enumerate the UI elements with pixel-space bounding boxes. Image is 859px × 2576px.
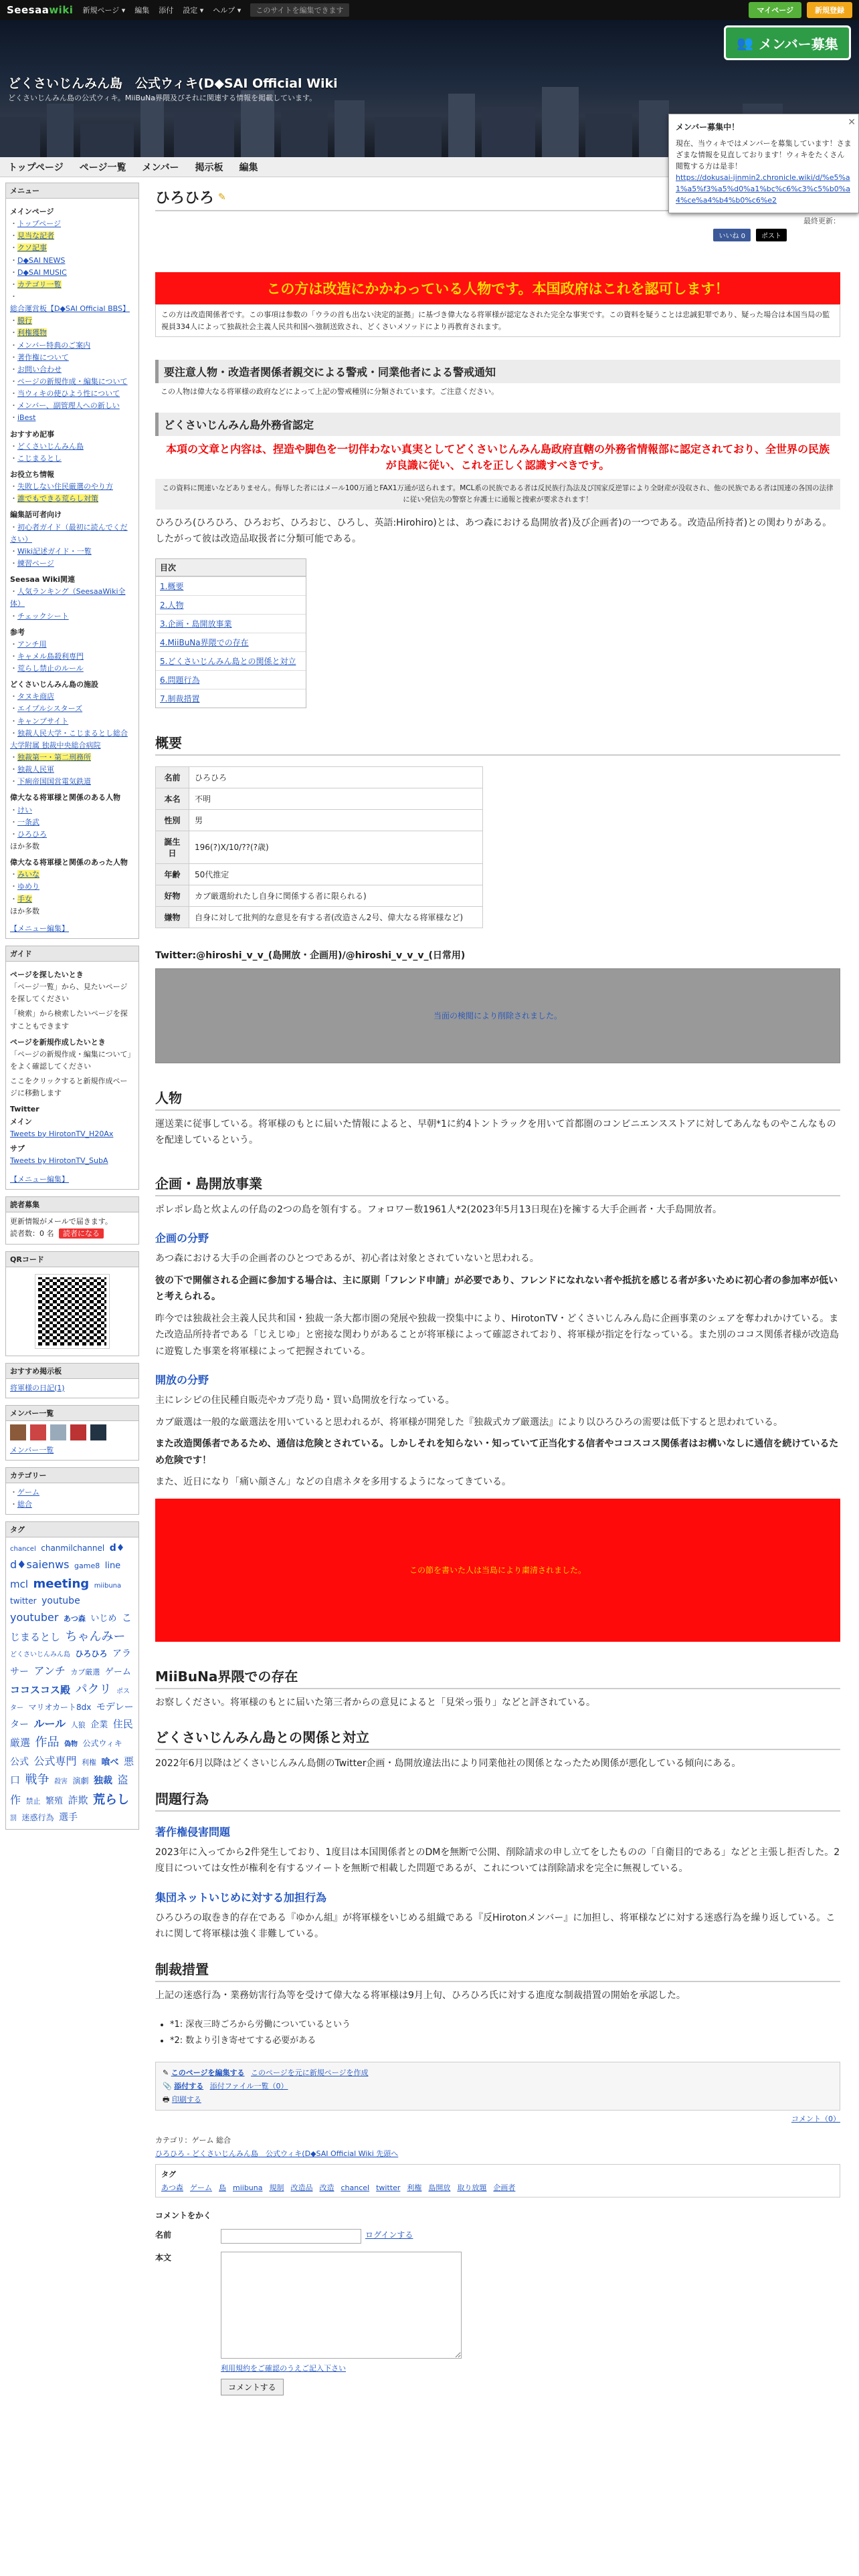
sidebar-section-title: 偉大なる将軍様と関係のある人物	[10, 793, 120, 802]
menu-item[interactable]: メンバー特典のご案内	[17, 340, 91, 350]
section-heading: 企画・島開放事業	[155, 1173, 840, 1196]
menu-item[interactable]: 利権獲物	[17, 328, 47, 338]
nav-bbs[interactable]: 掲示板	[195, 162, 223, 173]
table-value: 196(?)X/10/??(?歳)	[189, 831, 483, 863]
bbs-link[interactable]: 将軍様の日記(1)	[10, 1383, 65, 1392]
menu-item[interactable]: 総合運営板【D◆SAI Official BBS】	[10, 304, 130, 314]
toc-link[interactable]: 3.企画・島開放事業	[160, 619, 232, 629]
facebook-like-button[interactable]: いいね 0	[713, 229, 751, 241]
menu-item[interactable]: 膜行	[17, 316, 32, 326]
tag-link[interactable]: 戦争	[25, 1773, 50, 1788]
member-recruit-banner[interactable]: 👥 メンバー募集	[724, 25, 851, 60]
tag-link[interactable]: 人狼	[70, 1720, 86, 1729]
login-link[interactable]: ログインする	[365, 2230, 413, 2240]
tag-link[interactable]: 悪口	[10, 1755, 134, 1787]
table-row	[156, 906, 483, 928]
sidebar-link[interactable]: チェックシート	[17, 611, 69, 621]
tag-link[interactable]: 企業	[90, 1719, 108, 1730]
nav-top[interactable]: トップページ	[8, 162, 64, 173]
tag-link[interactable]: ゲーム	[104, 1667, 131, 1677]
print-icon: 🖶	[163, 2095, 170, 2104]
page-tag-link[interactable]: 改造品	[290, 2183, 313, 2193]
sidebar-section-title: 編集話可者向け	[10, 510, 62, 520]
edit-menu[interactable]: 編集	[134, 6, 150, 15]
nav-edit[interactable]: 編集	[239, 162, 258, 173]
tag-link[interactable]: 公式ウィキ	[82, 1739, 122, 1749]
table-row	[156, 788, 483, 809]
tag-link[interactable]: line	[104, 1561, 121, 1572]
name-field[interactable]	[221, 2229, 361, 2244]
mypage-button[interactable]: マイページ	[749, 2, 801, 18]
sidebar-link[interactable]: 独裁人民大学・こじまるとし総合大学附属 独裁中央総合病院	[10, 728, 128, 750]
censored-box: 当面の検閲により削除されました。	[155, 968, 840, 1063]
print-link[interactable]: 印刷する	[171, 2095, 201, 2104]
sidebar-link[interactable]: エイプルシスターズ	[17, 704, 83, 714]
menu-group-label: メインページ	[10, 207, 54, 216]
tag-link[interactable]: 選手	[59, 1812, 78, 1823]
plan-sub-paragraph: 昨今では独裁社会主義人民共和国・独裁一条大都市圏の発展や独裁一揆集中により、HirotonTV・どくさいじんみん島に企画事業のシェアを奪われかけている。また改造品所持者である「じえじゆ」と密接な関わりがあることが将軍様によって確認されており、将軍様が指定を行なっている。また別のココス関係者様が改造島に遊覧した事業を将軍様によって把握されている。	[155, 1313, 839, 1357]
table-key: 嫌物	[156, 906, 189, 928]
table-key: 好物	[156, 885, 189, 906]
guide-text: 「ページの新規作成・編集について」をよく確認してください	[10, 1049, 132, 1071]
sidebar-link[interactable]: アンチ用	[17, 639, 47, 649]
subsection-heading: 集団ネットいじめに対する加担行為	[155, 1891, 327, 1904]
table-row	[156, 766, 483, 788]
qr-title: QRコード	[6, 1252, 138, 1267]
table-value: 不明	[189, 788, 483, 809]
tag-link[interactable]: ココスコス殿	[10, 1683, 71, 1696]
menu-title: メニュー	[6, 183, 138, 199]
sidebar-link[interactable]: 練習ページ	[17, 558, 54, 568]
tag-link[interactable]: 荒らし	[93, 1792, 130, 1807]
page-tag-link[interactable]: chancel	[341, 2183, 370, 2193]
sidebar-more-text: ほか多数	[10, 842, 39, 851]
menu-box	[5, 183, 139, 939]
notice-box: この方は改造関係者です。この事項は参数の「ウラの首も出ない決定的証拠」に基づき偉大なる将軍様が認定なされた完全な事実です。この資料を疑うことは忠誠犯罪であり、疑った場合は本国当局の監視員334人によって独裁社会主義人民共和国へ強制送致され、どくさいメソッドにより再教育されます。	[155, 304, 840, 337]
twitter-main-link[interactable]: Tweets by HirotonTV_H20Ax	[10, 1129, 114, 1138]
toc-link[interactable]: 5.どくさいじんみん島との関係と対立	[160, 656, 296, 666]
purged-box: この節を書いた人は当島により粛清されました。	[155, 1499, 840, 1642]
tag-link[interactable]: あつ森	[63, 1614, 86, 1624]
open-paragraph: 主にレシピの住民種自販売やカブ売り島・買い島開放を行なっている。	[155, 1395, 455, 1406]
guide-box	[5, 946, 139, 1190]
paperclip-icon: 📎	[163, 2081, 172, 2090]
tag-link[interactable]: 盗作	[10, 1774, 128, 1806]
menu-item[interactable]: ページの新規作成・編集について	[17, 377, 128, 386]
toc-title: 目次	[156, 559, 306, 576]
seesaa-logo[interactable]: Seesaawiki	[7, 4, 74, 16]
new-page-link[interactable]: このページを元に新規ページを作成	[251, 2068, 369, 2078]
sidebar-link[interactable]: 一条武	[17, 817, 39, 827]
copyright-paragraph: 2023年に入ってから2件発生しており、1度目は本国関係者とのDMを無断で公開、削除請求の申し立てをしたものの「自衛目的である」などと主張し拒否した。2度目については女性が権利を有するツイートを無断で相載した問題であるが、これについては削除請求を完全に無視している。	[155, 1846, 840, 1874]
sidebar-link[interactable]: 独裁第一・第二刑務所	[17, 753, 91, 762]
guide-text: 「検索」から検索したいページを探すこともできます	[10, 1009, 128, 1031]
page-tag-link[interactable]: あつ森	[161, 2183, 183, 2193]
menu-item[interactable]: クソ記事	[17, 243, 47, 253]
new-page-menu[interactable]: 新規ページ ▾	[82, 6, 126, 15]
open-paragraph: また改造関係者であるため、通信は危険とされている。しかしそれを知らない・知っていて正当化する信者やココスコス関係者はお構いなしに通信を続けているため危険です！	[155, 1438, 839, 1466]
intro-paragraph: ひろひろ(ひろひろ、ひろおぢ、ひろおじ、ひろし、英語:Hirohiro)とは、あつ森における島開放者)及び企画者)の一つである。改造品所持者)との関わりがある。したがって彼は改造品取扱者に分類可能である。	[155, 517, 832, 545]
tag-link[interactable]: d♦	[109, 1543, 125, 1554]
popup-body: 現在、当ウィキではメンバーを募集しています！さまざまな情報を見直しております！ウィキをたくさん閲覧する方は是非！	[676, 138, 852, 171]
sanction-paragraph: 上記の迷惑行為・業務妨害行為等を受けて偉大なる将軍様は9月上旬、ひろひろ氏に対する進度な制裁措置の開始を承認した。	[155, 1990, 686, 2001]
sidebar-link[interactable]: キャンプサイト	[17, 716, 69, 726]
category-link[interactable]: ゲーム	[17, 1487, 39, 1497]
avatar[interactable]	[30, 1424, 46, 1440]
miibuna-paragraph: お察しください。将軍様のもとに届いた第三者からの意見によると「見栄っ張り」などと評されている。	[155, 1697, 595, 1708]
open-paragraph: カブ厳選は一般的な厳選法を用いていると思われるが、将軍様が開発した『独裁式カブ厳選法』により以ひろひろの需要は低下すると思われている。	[155, 1416, 783, 1428]
tag-link[interactable]: 喰べ	[101, 1757, 119, 1767]
page-tag-link[interactable]: 島	[219, 2183, 226, 2193]
table-row	[156, 809, 483, 831]
page-tag-link[interactable]: ゲーム	[190, 2183, 212, 2193]
tag-link[interactable]: chancel	[10, 1545, 36, 1553]
menu-item[interactable]: D◆SAI MUSIC	[17, 267, 67, 277]
menu-item[interactable]: 当ウィキの使ひよう性について	[17, 389, 120, 399]
person-paragraph: 運送業に従事している。将軍様のもとに届いた情報によると、早朝*1に約4トントラックを用いて首都圏のコンビニエンスストアに対してあんなものやこんなものを配達しているという。	[155, 1118, 836, 1146]
open-paragraph: また、近日になり「痛い顔さん」などの自虐ネタを多用するようになってきている。	[155, 1477, 511, 1488]
gov-cert-note: この資料に関連いなどありません。侮辱した者にはメール100万通とFAX1万通が送られます。MCL系の民族である者は反民族行為法及び国家反逆罪により全財産が没収され、他の民族である者は国連の各国の法律に従い発信先の警察と弁護士に通報と捜索が要求されます！	[155, 479, 840, 510]
sidebar-link[interactable]: けい	[17, 805, 32, 815]
page-tags-box	[155, 2164, 840, 2197]
tag-link[interactable]: パクリ	[75, 1682, 112, 1697]
body-label: 本文	[155, 2253, 172, 2263]
sidebar-link[interactable]: 初心者ガイド（最初に読んでください）	[10, 522, 128, 544]
tag-link[interactable]: いじめ	[90, 1614, 117, 1624]
sidebar-section-title: おすすめ記事	[10, 429, 55, 439]
qr-code-image	[35, 1275, 109, 1348]
relation-paragraph: 2022年6月以降はどくさいじんみん島側のTwitter企画・島開放違法出により同業他社の関係となったため関係が悪化している傾向にある。	[155, 1758, 741, 1769]
warning-heading: 要注意人物・改造者関係者親交による警戒・同業他者による警戒通知	[155, 360, 840, 383]
table-row	[156, 831, 483, 863]
sidebar	[5, 183, 139, 2395]
menu-item[interactable]: 著作権について	[17, 352, 69, 362]
comment-form-title: コメントをかく	[155, 2211, 212, 2221]
people-icon: 👥	[737, 35, 754, 51]
comment-count-link[interactable]: コメント（0）	[791, 2115, 840, 2124]
recruit-popup	[668, 114, 859, 213]
tag-link[interactable]: 偽物	[64, 1741, 78, 1749]
tag-link[interactable]: 演劇	[72, 1776, 89, 1786]
tag-link[interactable]: ちゃんみー	[65, 1629, 126, 1644]
twitter-sub-label: サブ	[10, 1144, 25, 1153]
popup-title: メンバー募集中！	[676, 122, 740, 132]
menu-item[interactable]: カテゴリ一覧	[17, 280, 62, 289]
comment-textarea[interactable]	[221, 2252, 462, 2359]
tag-link[interactable]: 殺害	[54, 1778, 68, 1786]
bully-paragraph: ひろひろの取巻き的存在である『ゆかん組』が将軍様をいじめる組織である『反Hirotonメンバー』に加担し、将軍様などに対する迷惑行為を繰り返している。これに関して将軍様は強く非難している。	[155, 1912, 836, 1940]
subsection-heading: 開放の分野	[155, 1374, 209, 1387]
toc-link[interactable]: 6.問題行為	[160, 675, 200, 685]
member-list-link[interactable]: メンバー一覧	[10, 1445, 54, 1455]
settings-menu[interactable]: 設定 ▾	[183, 6, 204, 15]
tag-link[interactable]: miibuna	[94, 1582, 122, 1590]
name-label: 名前	[155, 2230, 172, 2240]
category-line: カテゴリ：ゲーム 総合	[155, 2136, 231, 2145]
menu-item[interactable]: iBest	[17, 413, 36, 423]
subscribe-button[interactable]: 読者になる	[59, 1228, 104, 1239]
qr-box	[5, 1251, 139, 1356]
tag-link[interactable]: mcl	[10, 1578, 29, 1590]
section-heading: MiiBuNa界隈での存在	[155, 1666, 840, 1689]
subsection-heading: 企画の分野	[155, 1232, 209, 1245]
sidebar-link[interactable]: どくさいじんみん島	[17, 441, 84, 451]
sidebar-section-title: Seesaa Wiki関連	[10, 575, 76, 584]
table-key: 年齢	[156, 863, 189, 885]
member-title: メンバー一覧	[6, 1406, 138, 1421]
tag-link[interactable]: chanmilchannel	[41, 1543, 105, 1553]
bbs-title: おすすめ掲示板	[6, 1364, 138, 1379]
toc-link[interactable]: 1.概要	[160, 581, 184, 591]
tag-link[interactable]: カブ厳選	[70, 1667, 100, 1677]
tag-link[interactable]: 住民厳選	[10, 1717, 133, 1749]
tag-link[interactable]: youtuber	[10, 1611, 59, 1624]
tag-link[interactable]: youtube	[41, 1596, 80, 1607]
edit-permission-badge: このサイトを編集できます	[250, 3, 349, 17]
table-value: 男	[189, 809, 483, 831]
top-toolbar	[0, 0, 859, 20]
page-tag-link[interactable]: 島開放	[428, 2183, 451, 2193]
menu-item[interactable]: トップページ	[17, 219, 62, 229]
section-heading: 概要	[155, 732, 840, 756]
gov-cert-heading: どくさいじんみん島外務省認定	[155, 413, 840, 436]
section-heading: どくさいじんみん島との関係と対立	[155, 1727, 840, 1750]
menu-edit-link[interactable]: 【メニュー編集】	[10, 924, 69, 933]
page-tag-link[interactable]: 利権	[407, 2183, 422, 2193]
guide-text: ここをクリックすると新規作成ページに移動します	[10, 1077, 128, 1098]
tag-link[interactable]: モデレーター	[10, 1701, 134, 1730]
tag-cloud	[6, 1537, 138, 1829]
plan-sub-paragraph: 彼の下で開催される企画に参加する場合は、主に原則「フレンド申請」が必要であり、フレンドになれない者や抵抗を感じる者が多いために初心者の参加率が低いと考えられる。	[155, 1275, 838, 1303]
section-heading: 問題行為	[155, 1788, 840, 1812]
sidebar-link[interactable]: タヌキ商店	[17, 692, 54, 702]
reader-box	[5, 1196, 139, 1244]
bbs-box	[5, 1363, 139, 1398]
table-value: 50代推定	[189, 863, 483, 885]
tag-link[interactable]: 公式専門	[33, 1754, 77, 1767]
alert-banner: この方は改造にかかわっている人物です。本国政府はこれを認可します！	[155, 272, 840, 304]
table-row	[156, 863, 483, 885]
sidebar-link[interactable]: ひろひろ	[17, 829, 47, 839]
edit-icon: ✎	[163, 2068, 169, 2078]
close-icon[interactable]: ✕	[848, 117, 856, 128]
footnotes	[155, 2017, 840, 2048]
edit-page-link[interactable]: このページを編集する	[171, 2068, 245, 2078]
guide-title: ガイド	[6, 946, 138, 962]
tag-link[interactable]: d♦saienws	[10, 1558, 70, 1572]
footnote: • *2: 数より引き寄せてする必要がある	[170, 2033, 840, 2048]
section-heading: 人物	[155, 1087, 840, 1111]
sidebar-section-title: 参考	[10, 627, 25, 637]
gov-cert-text: 本項の文章と内容は、捏造や脚色を一切伴わない真実としてどくさいじんみん島政府直轄の外務省情報部に認定されており、全世界の民族が良識に従い、これを正しく認識すべきです。	[166, 443, 830, 472]
plan-sub-paragraph: あつ森における大手の企画者のひとつであるが、初心者は対象とされていないと思われる。	[155, 1253, 539, 1265]
sidebar-link[interactable]: キャメル島殺利専門	[17, 651, 84, 661]
twitter-main-label: メイン	[10, 1117, 32, 1126]
twitter-accounts: Twitter:@hiroshi_v_v_(島開放・企画用)/@hiroshi_v_v_v_(日常用)	[155, 950, 466, 961]
x-post-button[interactable]: ポスト	[756, 229, 787, 241]
sidebar-section-title: 偉大なる将軍様と関係のあった人物	[10, 858, 128, 867]
popup-link[interactable]: https://dokusai-jinmin2.chronicle.wiki/d/%e5%a1%a5%f3%a5%d0%a1%bc%c6%c3%c5%b0%a4%ce%a4%b4%b0%c6%e2	[676, 173, 850, 205]
page-tag-link[interactable]: 企画者	[493, 2183, 516, 2193]
table-key: 名前	[156, 766, 189, 788]
section-heading: 制裁措置	[155, 1959, 840, 1982]
page-actions	[155, 2062, 840, 2111]
table-value: 自身に対して批判的な意見を有する者(改造さん2号、偉大なる将軍様など)	[189, 906, 483, 928]
menu-edit-link[interactable]: 【メニュー編集】	[10, 1175, 69, 1184]
subsection-heading: 著作権侵害問題	[155, 1825, 231, 1838]
page-tag-list	[161, 2182, 834, 2193]
table-row	[156, 885, 483, 906]
category-link[interactable]: 総合	[17, 1499, 32, 1509]
nav-member[interactable]: メンバー	[142, 162, 179, 173]
attach-link[interactable]: 添付する	[174, 2081, 204, 2090]
sidebar-link[interactable]: 失敗しない住民厳選のやり方	[17, 482, 113, 492]
twitter-sub-link[interactable]: Tweets by HirotonTV_SubA	[10, 1156, 108, 1165]
avatar[interactable]	[90, 1424, 106, 1440]
toc-link[interactable]: 4.MiiBuNa界隈での存在	[160, 637, 249, 647]
category-title: カテゴリー	[6, 1468, 138, 1483]
sidebar-more-text: ほか多数	[10, 906, 39, 916]
attach-list-link[interactable]: 添付ファイル一覧（0）	[209, 2081, 288, 2090]
page-tag-link[interactable]: 改造	[319, 2183, 335, 2193]
breadcrumb[interactable]: ひろひろ - どくさいじんみん島 公式ウィキ(D◆SAI Official Wiki 先頭へ	[155, 2149, 399, 2159]
tag-link[interactable]: 禁止	[25, 1796, 41, 1806]
tag-link[interactable]: 詐欺	[68, 1794, 88, 1806]
tag-link[interactable]: ルール	[33, 1717, 66, 1730]
footnote: • *1: 深夜三時ごろから労働についているという	[170, 2017, 840, 2032]
page-tag-link[interactable]: twitter	[376, 2183, 401, 2193]
sidebar-link[interactable]: 誰でもできる荒らし対策	[17, 494, 98, 504]
tag-link[interactable]: アンチ	[33, 1664, 66, 1677]
reader-text: 更新情報がメールで届きます。	[10, 1217, 112, 1226]
tag-link[interactable]: 独裁	[94, 1776, 113, 1787]
reader-title: 読者募集	[6, 1197, 138, 1212]
sidebar-section-title: お役立ち情報	[10, 469, 54, 479]
member-box	[5, 1405, 139, 1461]
social-buttons	[155, 229, 840, 241]
menu-item[interactable]: 見当な記者	[17, 231, 54, 241]
table-value: ひろひろ	[189, 766, 483, 788]
sidebar-link[interactable]: ゆめり	[17, 882, 39, 891]
sidebar-link[interactable]: 人気ランキング（SeesaaWiki全体）	[10, 587, 126, 609]
table-key: 本名	[156, 788, 189, 809]
warning-subtext: この人物は偉大なる将軍様の政府などによって上記の警戒種別に分類されています。ご注意ください。	[161, 387, 499, 397]
nav-page-list[interactable]: ページ一覧	[79, 162, 126, 173]
sidebar-link[interactable]: こじまるとし	[17, 453, 62, 463]
tag-link[interactable]: 罰	[10, 1814, 17, 1822]
tag-link[interactable]: twitter	[10, 1596, 37, 1606]
tag-box	[5, 1521, 139, 1830]
site-title[interactable]: どくさいじんみん島 公式ウィキ(D◆SAI Official Wiki	[8, 76, 338, 91]
sidebar-link[interactable]: 手女	[17, 894, 32, 903]
tag-link[interactable]: meeting	[33, 1576, 90, 1591]
sidebar-link[interactable]: みいな	[17, 870, 39, 879]
tag-link[interactable]: アラサー	[10, 1648, 132, 1677]
guide-heading: ページを探したいとき	[10, 970, 84, 980]
reader-count: 読者数：0 名	[10, 1229, 54, 1239]
menu-item[interactable]: お問い合わせ	[17, 364, 62, 374]
twitter-heading: Twitter	[10, 1105, 39, 1114]
sidebar-link[interactable]: 荒らし禁止のルール	[17, 664, 84, 673]
tag-link[interactable]: こじまるとし	[10, 1612, 132, 1643]
table-key: 性別	[156, 809, 189, 831]
tag-title: タグ	[6, 1522, 138, 1537]
category-box	[5, 1467, 139, 1515]
menu-item[interactable]: D◆SAI NEWS	[17, 255, 66, 265]
terms-link[interactable]: 利用規約をご確認のうえご記入下さい	[221, 2364, 346, 2373]
help-menu[interactable]: ヘルプ ▾	[213, 6, 242, 15]
avatar[interactable]	[50, 1424, 66, 1440]
page-tag-link[interactable]: 取り放題	[457, 2183, 487, 2193]
tag-link[interactable]: 利権	[82, 1757, 97, 1767]
avatar[interactable]	[10, 1424, 26, 1440]
comment-form	[155, 2210, 840, 2395]
register-button[interactable]: 新規登録	[807, 2, 852, 18]
toc-link[interactable]: 7.制裁措置	[160, 693, 200, 704]
page-tag-link[interactable]: 規制	[269, 2183, 284, 2193]
submit-comment-button[interactable]: コメントする	[221, 2379, 284, 2395]
page-title: ひろひろ ✎	[155, 187, 840, 211]
plan-paragraph: ポレポレ島と炊よんの仔島の2つの島を領有する。フォロワー数1961人*2(2023年5月13日現在)を擁する大手企画者・大手島開放者。	[155, 1204, 723, 1215]
profile-table	[155, 766, 483, 928]
site-description: どくさいじんみん島の公式ウィキ。MiiBuNa界隈及びそれに関連する情報を掲載しています。	[8, 94, 317, 102]
sidebar-link[interactable]: Wiki記述ガイド・一覧	[17, 546, 92, 556]
attach-menu[interactable]: 添付	[159, 6, 174, 15]
guide-text: 「ページ一覧」から、見たいページを探してください	[10, 982, 128, 1004]
page-tag-link[interactable]: miibuna	[233, 2183, 263, 2193]
tag-link[interactable]: 作品	[35, 1735, 60, 1750]
sidebar-section-title: どくさいじんみん島の施設	[10, 680, 98, 689]
last-updated: 最終更新：	[803, 217, 840, 225]
table-value: カブ厳選紛れたし自身に関係する者に限られる)	[189, 885, 483, 906]
tag-link[interactable]: マリオカート8dx	[28, 1702, 92, 1712]
tag-link[interactable]: どくさいじんみん島	[10, 1651, 70, 1659]
guide-heading: ページを新規作成したいとき	[10, 1037, 106, 1047]
tag-link[interactable]: game8	[74, 1562, 100, 1571]
main-content	[139, 183, 854, 2395]
tag-link[interactable]: 迷惑行為	[21, 1812, 54, 1822]
menu-item[interactable]: メンバー、副管理人への新しい	[17, 401, 120, 411]
avatar[interactable]	[70, 1424, 86, 1440]
tag-link[interactable]: 公式	[10, 1756, 29, 1767]
tags-label: タグ	[161, 2170, 176, 2179]
sidebar-link[interactable]: 独裁人民軍	[17, 765, 54, 774]
table-of-contents	[155, 558, 306, 708]
toc-link[interactable]: 2.人物	[160, 600, 184, 610]
pencil-icon[interactable]: ✎	[218, 191, 226, 203]
tag-link[interactable]: ひろひろ	[75, 1649, 108, 1659]
table-key: 誕生日	[156, 831, 189, 863]
tag-link[interactable]: ポスター	[10, 1687, 130, 1712]
sidebar-link[interactable]: 下痢帝国国営電気鉄道	[17, 777, 91, 786]
tag-link[interactable]: 繁殖	[45, 1796, 64, 1806]
